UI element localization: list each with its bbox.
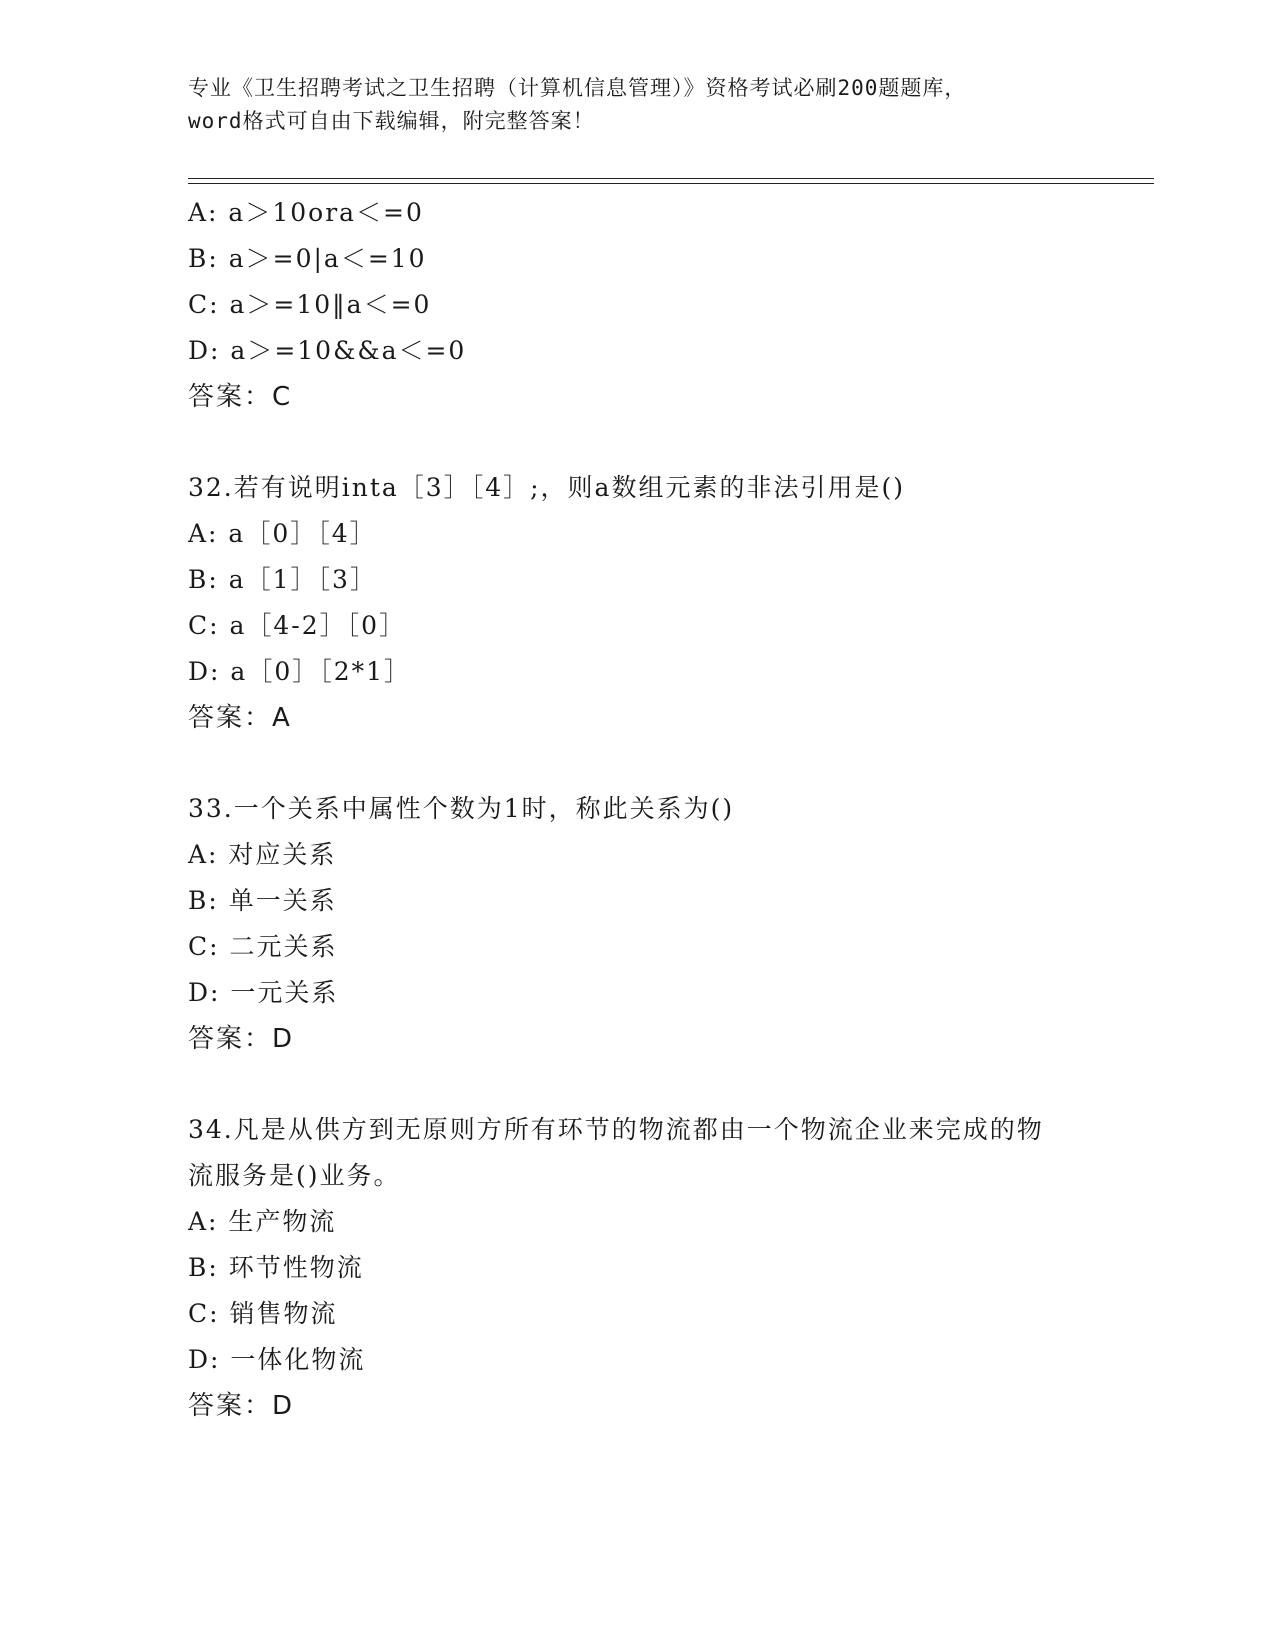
question-list [188, 190, 1088, 1429]
question-31-partial [188, 190, 1088, 420]
question-34 [188, 1107, 1088, 1429]
option-c: C: 销售物流 [188, 1299, 338, 1328]
question-32 [188, 465, 1088, 741]
answer-line: 答案：A [188, 703, 292, 733]
option-c: C: 二元关系 [188, 932, 338, 961]
option-a: A: a［0］［4］ [188, 519, 377, 548]
answer-line: 答案：C [188, 382, 293, 412]
document-header [188, 72, 1088, 138]
option-b: B: 单一关系 [188, 886, 337, 915]
option-d: D: a＞=10&&a＜=0 [188, 336, 467, 365]
question-33 [188, 786, 1088, 1062]
option-b: B: a＞=0|a＜=10 [188, 244, 427, 273]
header-line-2: word格式可自由下载编辑，附完整答案！ [188, 109, 595, 133]
option-c: C: a＞=10‖a＜=0 [188, 290, 432, 319]
option-b: B: 环节性物流 [188, 1253, 364, 1282]
question-stem: 32.若有说明inta［3］［4］;，则a数组元素的非法引用是() [188, 473, 905, 502]
header-divider-bottom [188, 183, 1154, 184]
question-stem: 34.凡是从供方到无原则方所有环节的物流都由一个物流企业来完成的物流服务是()业务。 [188, 1115, 1044, 1190]
option-d: D: 一元关系 [188, 978, 339, 1007]
answer-line: 答案：D [188, 1024, 295, 1054]
option-c: C: a［4-2］［0］ [188, 611, 407, 640]
option-b: B: a［1］［3］ [188, 565, 377, 594]
option-a: A: a＞10ora＜=0 [188, 198, 424, 227]
option-a: A: 对应关系 [188, 840, 337, 869]
answer-line: 答案：D [188, 1391, 295, 1421]
option-d: D: a［0］［2*1］ [188, 657, 412, 686]
header-divider-top [188, 178, 1154, 179]
option-d: D: 一体化物流 [188, 1345, 366, 1374]
option-a: A: 生产物流 [188, 1207, 337, 1236]
question-stem: 33.一个关系中属性个数为1时，称此关系为() [188, 794, 735, 823]
header-line-1: 专业《卫生招聘考试之卫生招聘（计算机信息管理）》资格考试必刷200题题库， [188, 76, 967, 100]
